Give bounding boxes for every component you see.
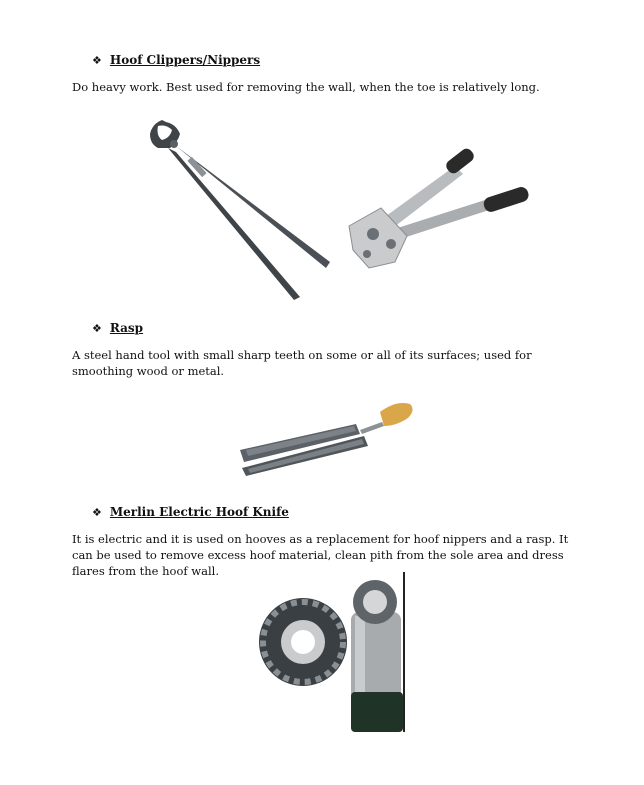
section-title: Rasp xyxy=(109,321,144,335)
section-description: Do heavy work. Best used for removing the wall, when the toe is relatively long. xyxy=(72,80,540,94)
section-heading-merlin-knife xyxy=(92,505,289,519)
hoof-nippers-image xyxy=(140,112,340,302)
rasp-image xyxy=(236,398,418,478)
bullet-icon: ❖ xyxy=(92,53,102,67)
bullet-icon: ❖ xyxy=(92,321,102,335)
section-heading-rasp xyxy=(92,321,143,335)
compound-nippers-image xyxy=(345,146,540,276)
section-title: Merlin Electric Hoof Knife xyxy=(109,505,289,519)
section-description: A steel hand tool with small sharp teeth on some or all of its surfaces; used for smoothing wood or metal. xyxy=(72,348,532,378)
merlin-hoof-knife-image xyxy=(255,572,410,732)
section-title: Hoof Clippers/Nippers xyxy=(109,53,261,67)
section-description: It is electric and it is used on hooves as a replacement for hoof nippers and a rasp. It can be used to remove excess hoof material, clean pith from the sole area and dress flares from the hoof wall. xyxy=(72,532,569,578)
bullet-icon: ❖ xyxy=(92,505,102,519)
section-heading-nippers xyxy=(92,53,260,67)
